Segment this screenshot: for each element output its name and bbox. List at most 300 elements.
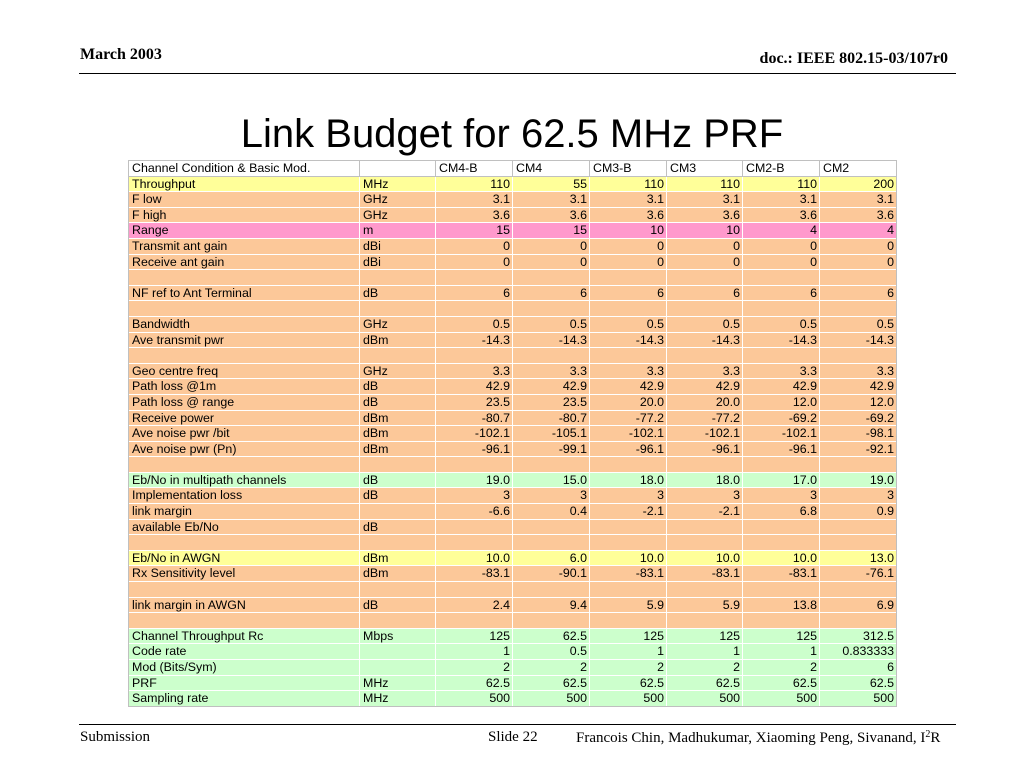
header-cell: [360, 161, 436, 177]
value-cell: [667, 535, 743, 551]
row-label: Transmit ant gain: [129, 238, 360, 254]
value-cell: 62.5: [513, 675, 590, 691]
value-cell: 15: [436, 223, 513, 239]
row-label: [129, 301, 360, 317]
value-cell: 19.0: [820, 472, 897, 488]
value-cell: [743, 270, 820, 286]
value-cell: 6: [667, 285, 743, 301]
header-cell: CM3-B: [590, 161, 667, 177]
value-cell: [667, 301, 743, 317]
value-cell: [436, 270, 513, 286]
row-label: NF ref to Ant Terminal: [129, 285, 360, 301]
value-cell: [667, 613, 743, 629]
value-cell: [436, 613, 513, 629]
value-cell: -69.2: [820, 410, 897, 426]
value-cell: [513, 457, 590, 473]
value-cell: [513, 519, 590, 535]
value-cell: 42.9: [667, 379, 743, 395]
value-cell: -102.1: [436, 426, 513, 442]
value-cell: -96.1: [436, 441, 513, 457]
value-cell: [743, 457, 820, 473]
row-unit: dBm: [360, 410, 436, 426]
value-cell: 23.5: [436, 394, 513, 410]
value-cell: 62.5: [590, 675, 667, 691]
table-row: [129, 691, 897, 707]
row-label: Ave transmit pwr: [129, 332, 360, 348]
footer-slide-number: Slide 22: [488, 729, 538, 745]
row-label: Sampling rate: [129, 691, 360, 707]
value-cell: 1: [667, 644, 743, 660]
row-label: Mod (Bits/Sym): [129, 660, 360, 676]
value-cell: 13.0: [820, 550, 897, 566]
value-cell: 3.3: [590, 363, 667, 379]
value-cell: 12.0: [743, 394, 820, 410]
value-cell: 3: [513, 488, 590, 504]
value-cell: -2.1: [590, 504, 667, 520]
value-cell: 0: [743, 238, 820, 254]
header-cell: CM2-B: [743, 161, 820, 177]
value-cell: 125: [436, 628, 513, 644]
table-row: [129, 316, 897, 332]
value-cell: [513, 535, 590, 551]
value-cell: [743, 613, 820, 629]
table-row: [129, 223, 897, 239]
row-label: [129, 535, 360, 551]
value-cell: 3.1: [743, 192, 820, 208]
value-cell: -96.1: [743, 441, 820, 457]
value-cell: 62.5: [667, 675, 743, 691]
row-unit: [360, 348, 436, 364]
value-cell: 3.1: [590, 192, 667, 208]
value-cell: 500: [436, 691, 513, 707]
value-cell: 0: [590, 254, 667, 270]
row-label: [129, 457, 360, 473]
value-cell: 2: [667, 660, 743, 676]
row-label: available Eb/No: [129, 519, 360, 535]
table-row: [129, 519, 897, 535]
row-label: link margin in AWGN: [129, 597, 360, 613]
value-cell: 4: [820, 223, 897, 239]
table-row: [129, 441, 897, 457]
value-cell: 42.9: [743, 379, 820, 395]
value-cell: [590, 457, 667, 473]
value-cell: 10.0: [590, 550, 667, 566]
row-label: [129, 613, 360, 629]
row-unit: m: [360, 223, 436, 239]
table-body: [129, 176, 897, 706]
table-row: [129, 457, 897, 473]
value-cell: -80.7: [436, 410, 513, 426]
row-label: PRF: [129, 675, 360, 691]
value-cell: 10: [667, 223, 743, 239]
value-cell: 110: [436, 176, 513, 192]
row-label: Receive power: [129, 410, 360, 426]
row-unit: dB: [360, 472, 436, 488]
value-cell: 3: [743, 488, 820, 504]
value-cell: 42.9: [436, 379, 513, 395]
value-cell: 0.5: [667, 316, 743, 332]
table-row: [129, 566, 897, 582]
value-cell: -98.1: [820, 426, 897, 442]
value-cell: 0: [436, 254, 513, 270]
value-cell: -96.1: [590, 441, 667, 457]
value-cell: 15: [513, 223, 590, 239]
value-cell: 110: [667, 176, 743, 192]
table-row: [129, 254, 897, 270]
header-cell: CM4-B: [436, 161, 513, 177]
value-cell: 200: [820, 176, 897, 192]
value-cell: 2: [590, 660, 667, 676]
row-label: Ave noise pwr (Pn): [129, 441, 360, 457]
header-cell: CM2: [820, 161, 897, 177]
value-cell: 6.0: [513, 550, 590, 566]
value-cell: 0: [820, 254, 897, 270]
value-cell: 1: [743, 644, 820, 660]
row-label: Rx Sensitivity level: [129, 566, 360, 582]
value-cell: -77.2: [590, 410, 667, 426]
row-unit: [360, 270, 436, 286]
value-cell: [590, 270, 667, 286]
row-unit: [360, 535, 436, 551]
value-cell: 19.0: [436, 472, 513, 488]
row-unit: dB: [360, 488, 436, 504]
value-cell: 3.3: [513, 363, 590, 379]
value-cell: 17.0: [743, 472, 820, 488]
value-cell: 9.4: [513, 597, 590, 613]
value-cell: 0.5: [590, 316, 667, 332]
value-cell: 125: [667, 628, 743, 644]
value-cell: -90.1: [513, 566, 590, 582]
value-cell: 125: [743, 628, 820, 644]
table-row: [129, 410, 897, 426]
value-cell: 23.5: [513, 394, 590, 410]
value-cell: [590, 535, 667, 551]
value-cell: [743, 348, 820, 364]
value-cell: [743, 582, 820, 598]
value-cell: 3.3: [743, 363, 820, 379]
value-cell: [820, 348, 897, 364]
value-cell: -92.1: [820, 441, 897, 457]
value-cell: 110: [743, 176, 820, 192]
value-cell: 6: [436, 285, 513, 301]
table-row: [129, 582, 897, 598]
value-cell: [667, 519, 743, 535]
row-label: Range: [129, 223, 360, 239]
header-date: March 2003: [80, 46, 162, 63]
value-cell: 6: [513, 285, 590, 301]
value-cell: [820, 270, 897, 286]
value-cell: 500: [667, 691, 743, 707]
row-unit: [360, 613, 436, 629]
value-cell: 0.9: [820, 504, 897, 520]
row-unit: dB: [360, 379, 436, 395]
value-cell: 4: [743, 223, 820, 239]
value-cell: 10.0: [667, 550, 743, 566]
table-row: [129, 644, 897, 660]
row-unit: dB: [360, 519, 436, 535]
row-unit: dBm: [360, 550, 436, 566]
row-unit: MHz: [360, 691, 436, 707]
value-cell: -14.3: [513, 332, 590, 348]
value-cell: [590, 348, 667, 364]
value-cell: 3.6: [667, 207, 743, 223]
row-label: Eb/No in AWGN: [129, 550, 360, 566]
value-cell: -83.1: [590, 566, 667, 582]
value-cell: 0.5: [436, 316, 513, 332]
table-row: [129, 207, 897, 223]
value-cell: -80.7: [513, 410, 590, 426]
value-cell: 3: [436, 488, 513, 504]
table-row: [129, 628, 897, 644]
value-cell: 3.6: [436, 207, 513, 223]
row-unit: dBm: [360, 566, 436, 582]
value-cell: 125: [590, 628, 667, 644]
row-label: Ave noise pwr /bit: [129, 426, 360, 442]
value-cell: 10: [590, 223, 667, 239]
table-row: [129, 535, 897, 551]
value-cell: 0: [513, 238, 590, 254]
value-cell: 0: [436, 238, 513, 254]
value-cell: 0.4: [513, 504, 590, 520]
value-cell: 12.0: [820, 394, 897, 410]
footer-divider: [79, 724, 956, 725]
row-label: Implementation loss: [129, 488, 360, 504]
row-label: Channel Throughput Rc: [129, 628, 360, 644]
value-cell: 20.0: [667, 394, 743, 410]
value-cell: 0: [820, 238, 897, 254]
table-row: [129, 363, 897, 379]
row-label: link margin: [129, 504, 360, 520]
value-cell: 3.3: [436, 363, 513, 379]
row-label: Geo centre freq: [129, 363, 360, 379]
table-row: [129, 379, 897, 395]
value-cell: [820, 613, 897, 629]
value-cell: [436, 535, 513, 551]
row-unit: dBi: [360, 238, 436, 254]
value-cell: 20.0: [590, 394, 667, 410]
header-divider: [79, 73, 956, 74]
value-cell: 0: [590, 238, 667, 254]
value-cell: 3.3: [667, 363, 743, 379]
row-unit: [360, 457, 436, 473]
row-label: F high: [129, 207, 360, 223]
value-cell: [436, 457, 513, 473]
value-cell: 312.5: [820, 628, 897, 644]
value-cell: 3.6: [820, 207, 897, 223]
table-header: [129, 161, 897, 177]
value-cell: -99.1: [513, 441, 590, 457]
value-cell: 110: [590, 176, 667, 192]
value-cell: 3.6: [513, 207, 590, 223]
value-cell: [513, 582, 590, 598]
row-unit: MHz: [360, 176, 436, 192]
value-cell: 2.4: [436, 597, 513, 613]
value-cell: -96.1: [667, 441, 743, 457]
value-cell: 3.3: [820, 363, 897, 379]
row-unit: GHz: [360, 316, 436, 332]
value-cell: 6.8: [743, 504, 820, 520]
value-cell: 1: [590, 644, 667, 660]
row-unit: dBm: [360, 426, 436, 442]
value-cell: -105.1: [513, 426, 590, 442]
value-cell: -102.1: [667, 426, 743, 442]
value-cell: 0.5: [820, 316, 897, 332]
value-cell: [590, 301, 667, 317]
row-unit: dBm: [360, 332, 436, 348]
value-cell: 62.5: [436, 675, 513, 691]
value-cell: [820, 519, 897, 535]
header-cell: CM3: [667, 161, 743, 177]
row-unit: MHz: [360, 675, 436, 691]
value-cell: -14.3: [743, 332, 820, 348]
row-label: Receive ant gain: [129, 254, 360, 270]
value-cell: [743, 301, 820, 317]
value-cell: 6: [820, 660, 897, 676]
table-row: [129, 675, 897, 691]
value-cell: -6.6: [436, 504, 513, 520]
header-row: [129, 161, 897, 177]
value-cell: 13.8: [743, 597, 820, 613]
value-cell: [436, 348, 513, 364]
value-cell: 3.1: [436, 192, 513, 208]
value-cell: -2.1: [667, 504, 743, 520]
value-cell: 2: [436, 660, 513, 676]
value-cell: [513, 613, 590, 629]
value-cell: 5.9: [667, 597, 743, 613]
value-cell: 500: [590, 691, 667, 707]
value-cell: 3.6: [590, 207, 667, 223]
value-cell: 1: [436, 644, 513, 660]
row-unit: [360, 504, 436, 520]
value-cell: 2: [513, 660, 590, 676]
value-cell: 3: [590, 488, 667, 504]
value-cell: [820, 582, 897, 598]
value-cell: -14.3: [667, 332, 743, 348]
value-cell: [820, 457, 897, 473]
value-cell: [667, 270, 743, 286]
value-cell: 3.1: [513, 192, 590, 208]
value-cell: 5.9: [590, 597, 667, 613]
row-unit: dB: [360, 285, 436, 301]
value-cell: 62.5: [513, 628, 590, 644]
value-cell: 6: [820, 285, 897, 301]
row-unit: GHz: [360, 207, 436, 223]
footer-authors-text: Francois Chin, Madhukumar, Xiaoming Peng, Sivanand, I: [576, 730, 926, 746]
value-cell: 42.9: [820, 379, 897, 395]
table-row: [129, 301, 897, 317]
row-unit: [360, 644, 436, 660]
row-unit: [360, 660, 436, 676]
value-cell: 3.6: [743, 207, 820, 223]
slide-title: Link Budget for 62.5 MHz PRF: [240, 112, 784, 156]
row-unit: dBm: [360, 441, 436, 457]
value-cell: 15.0: [513, 472, 590, 488]
row-unit: dBi: [360, 254, 436, 270]
row-label: Path loss @1m: [129, 379, 360, 395]
value-cell: 6.9: [820, 597, 897, 613]
value-cell: 500: [513, 691, 590, 707]
row-unit: dB: [360, 597, 436, 613]
value-cell: 3: [667, 488, 743, 504]
value-cell: -83.1: [667, 566, 743, 582]
row-unit: dB: [360, 394, 436, 410]
row-unit: GHz: [360, 192, 436, 208]
value-cell: [590, 582, 667, 598]
value-cell: 42.9: [590, 379, 667, 395]
table-row: [129, 238, 897, 254]
value-cell: [820, 535, 897, 551]
value-cell: [436, 301, 513, 317]
footer-submission: Submission: [80, 729, 151, 745]
value-cell: 18.0: [590, 472, 667, 488]
table-row: [129, 270, 897, 286]
row-label: Path loss @ range: [129, 394, 360, 410]
value-cell: [667, 582, 743, 598]
row-label: [129, 582, 360, 598]
row-label: Bandwidth: [129, 316, 360, 332]
row-unit: GHz: [360, 363, 436, 379]
value-cell: [513, 270, 590, 286]
value-cell: -83.1: [436, 566, 513, 582]
value-cell: [743, 535, 820, 551]
value-cell: 62.5: [820, 675, 897, 691]
row-label: Code rate: [129, 644, 360, 660]
row-unit: Mbps: [360, 628, 436, 644]
table-row: [129, 285, 897, 301]
value-cell: -69.2: [743, 410, 820, 426]
value-cell: 500: [743, 691, 820, 707]
value-cell: [590, 519, 667, 535]
value-cell: [436, 582, 513, 598]
value-cell: 0.5: [513, 644, 590, 660]
table-row: [129, 332, 897, 348]
value-cell: -14.3: [590, 332, 667, 348]
row-unit: [360, 301, 436, 317]
value-cell: 3.1: [820, 192, 897, 208]
row-label: Throughput: [129, 176, 360, 192]
table-row: [129, 613, 897, 629]
value-cell: 0: [513, 254, 590, 270]
table-row: [129, 348, 897, 364]
value-cell: 10.0: [743, 550, 820, 566]
value-cell: 55: [513, 176, 590, 192]
value-cell: -102.1: [590, 426, 667, 442]
value-cell: [513, 348, 590, 364]
value-cell: 3: [820, 488, 897, 504]
link-budget-table: [128, 160, 897, 707]
value-cell: 10.0: [436, 550, 513, 566]
value-cell: 18.0: [667, 472, 743, 488]
header-doc-id: doc.: IEEE 802.15-03/107r0: [759, 50, 948, 67]
value-cell: [667, 457, 743, 473]
value-cell: 6: [590, 285, 667, 301]
value-cell: [743, 519, 820, 535]
table-row: [129, 176, 897, 192]
table-row: [129, 394, 897, 410]
value-cell: 500: [820, 691, 897, 707]
footer-authors-end: R: [930, 730, 941, 746]
row-label: Eb/No in multipath channels: [129, 472, 360, 488]
table-row: [129, 550, 897, 566]
value-cell: -76.1: [820, 566, 897, 582]
value-cell: -83.1: [743, 566, 820, 582]
value-cell: 0: [743, 254, 820, 270]
value-cell: 2: [743, 660, 820, 676]
value-cell: 0: [667, 254, 743, 270]
value-cell: -14.3: [436, 332, 513, 348]
footer-authors: [576, 729, 940, 747]
value-cell: -102.1: [743, 426, 820, 442]
